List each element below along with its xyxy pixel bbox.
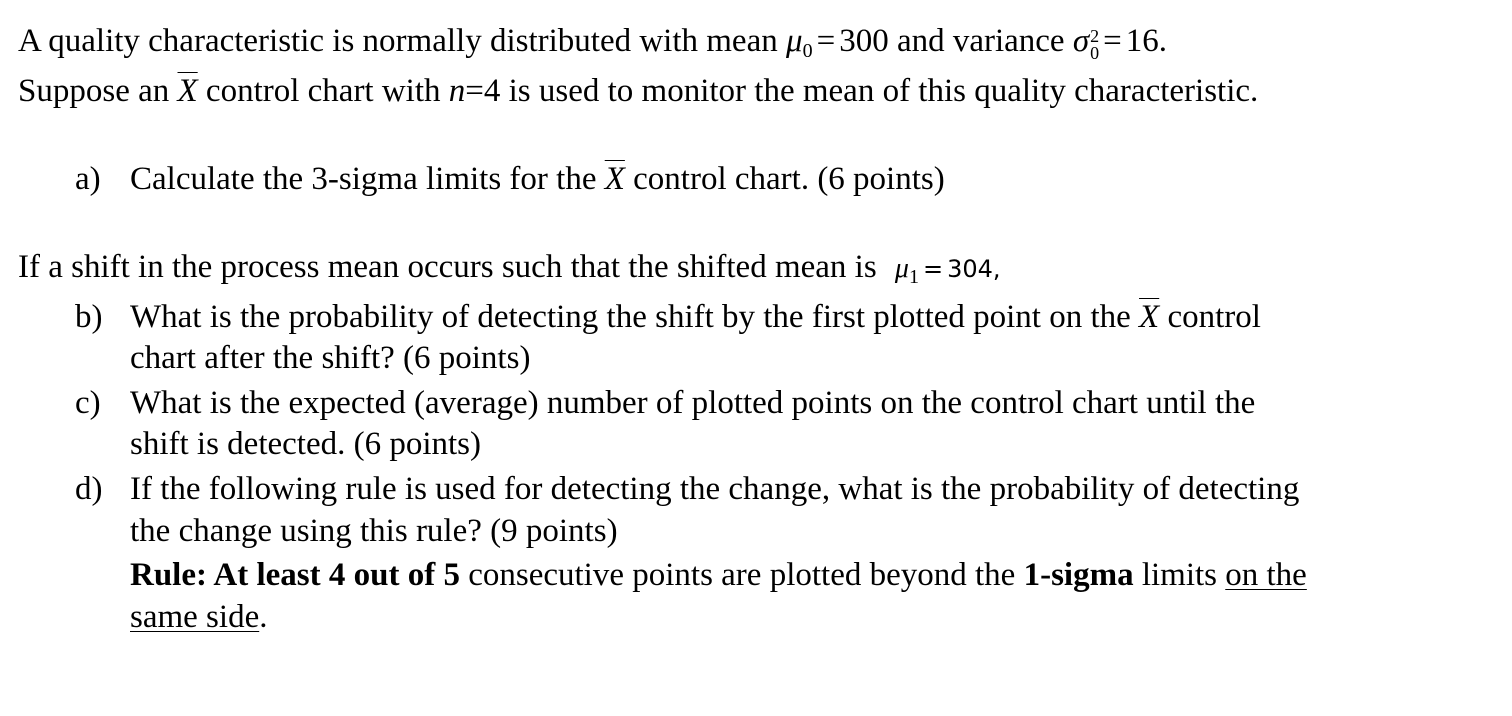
- rule-same-side: on the: [1225, 557, 1307, 593]
- part-c-label: c): [75, 385, 101, 421]
- part-c-line-2: shift is detected. (6 points): [130, 426, 482, 462]
- part-d-line-1: If the following rule is used for detecting the change, what is the probability of detecting: [130, 471, 1300, 507]
- part-d-rule-line-2: same side.: [130, 599, 268, 635]
- part-a-label: a): [75, 161, 101, 197]
- intro-text: A quality characteristic is normally distributed with mean: [18, 23, 778, 59]
- equals-sign: =: [816, 23, 836, 59]
- rule-heading: Rule: At least 4 out of 5: [130, 557, 460, 593]
- mu0-symbol: $\mu_0$: [785, 23, 813, 62]
- shift-statement: If a shift in the process mean occurs such that the shifted mean is $\mu_1 = 304$,: [18, 249, 1001, 288]
- rule-sigma: 1-sigma: [1023, 557, 1134, 593]
- mu0-value: 300: [839, 23, 889, 59]
- n-symbol: n: [448, 73, 466, 109]
- xbar-symbol: $\overline{X}$: [604, 161, 625, 197]
- part-a-text: Calculate the 3-sigma limits for the $\overline{X}$ control chart. (6 points): [130, 161, 945, 197]
- intro-text-variance: and variance: [896, 23, 1065, 59]
- sigma-symbol: σ 2 0: [1072, 23, 1100, 63]
- variance-value: 16.: [1125, 23, 1167, 59]
- part-d-line-2: the change using this rule? (9 points): [130, 513, 618, 549]
- mu1-symbol: $\mu_1$: [894, 253, 919, 288]
- part-b-label: b): [75, 299, 103, 335]
- intro-line-1: A quality characteristic is normally distributed with mean $\mu_0 = 300$ and variance σ 2 0 = 16.: [18, 23, 1167, 63]
- intro-line-2: Suppose an $\overline{X}$ control chart with n=4 is used to monitor the mean of this quality characteristic.: [18, 73, 1259, 109]
- part-b-line-2: chart after the shift? (6 points): [130, 340, 531, 376]
- xbar-symbol: $\overline{X}$: [1139, 299, 1160, 335]
- part-b-line-1: What is the probability of detecting the shift by the first plotted point on the $\overline{X}$ control: [130, 299, 1261, 335]
- mu1-value: 304,: [947, 255, 1001, 283]
- xbar-symbol: $\overline{X}$: [177, 73, 198, 109]
- part-c-line-1: What is the expected (average) number of plotted points on the control chart until the: [130, 385, 1256, 421]
- part-d-rule-line-1: Rule: At least 4 out of 5 consecutive points are plotted beyond the 1-sigma limits on the: [130, 557, 1307, 593]
- part-d-label: d): [75, 471, 103, 507]
